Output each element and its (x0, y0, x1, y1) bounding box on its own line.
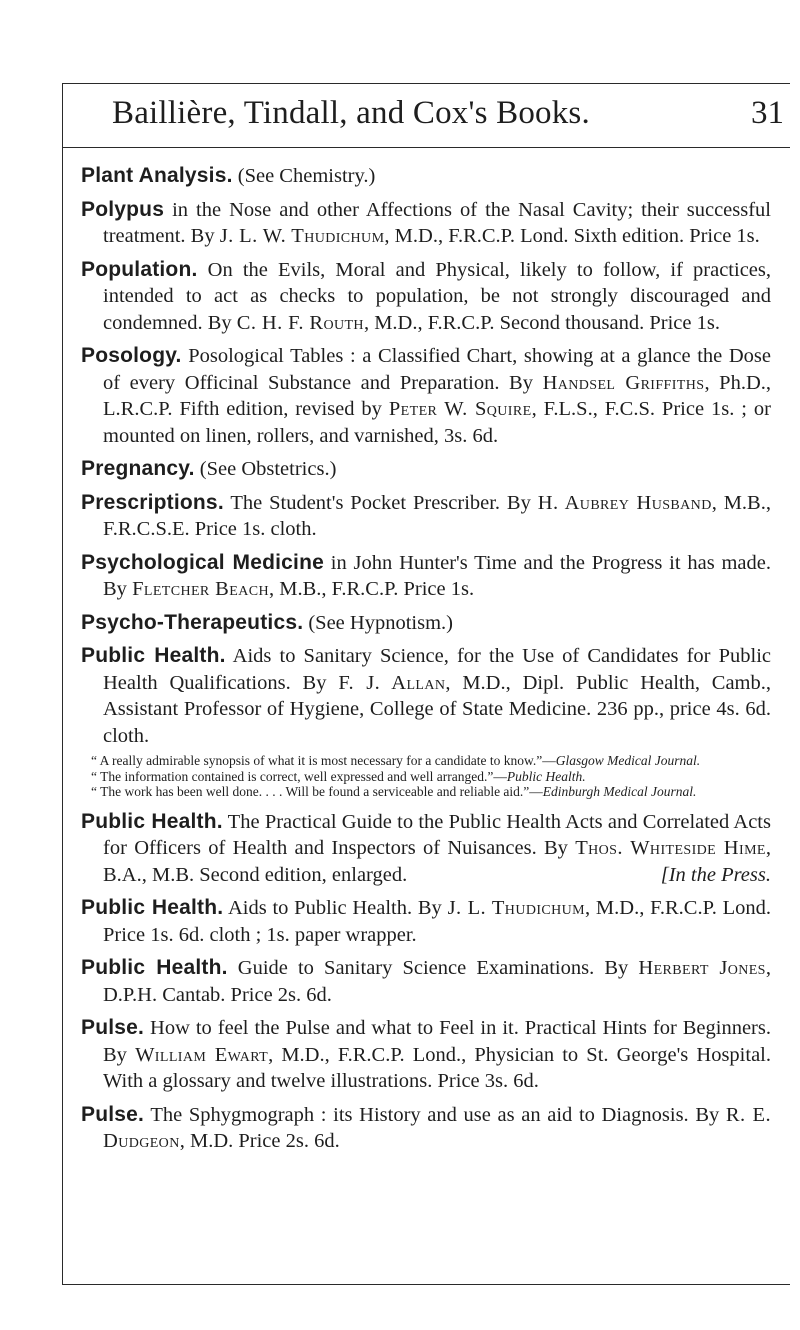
review-source: Edinburgh Medical Journal. (542, 784, 697, 799)
entry-author: R. E. Dudgeon (103, 1103, 771, 1152)
entry-text: How to feel the Pulse and what to Feel in it. Practical Hints for Beginners. By (103, 1017, 771, 1066)
entry-author: William Ewart (135, 1043, 269, 1066)
entry-public-health-hime (81, 809, 771, 889)
entry-heading: Posology. (81, 344, 182, 367)
header-rule (62, 147, 790, 148)
entry-heading: Pulse. (81, 1016, 145, 1039)
entry-heading: Psychological Medicine (81, 550, 324, 574)
entry-population (81, 257, 771, 337)
review-text: “ The information contained is correct, well expressed and well arranged.”— (91, 768, 507, 784)
entry-text: , M.D. Price 2s. 6d. (179, 1130, 340, 1152)
in-press-note: [In the Press. (660, 863, 771, 886)
entry-text: (See Obstetrics.) (194, 458, 337, 480)
entry-public-health-jones (81, 955, 771, 1008)
review-quote (81, 753, 771, 769)
entry-public-health-allan (81, 643, 771, 749)
entry-author: C. H. F. Routh (236, 311, 364, 334)
review-quote (81, 784, 771, 800)
entry-text: , M.B., F.R.C.P. Price 1s. (268, 578, 475, 600)
entry-pregnancy (81, 456, 771, 483)
entry-psycho-therapeutics (81, 610, 771, 637)
review-quote (81, 769, 771, 785)
page-header (62, 95, 790, 132)
entry-heading: Polypus (81, 197, 165, 221)
entry-text: in John Hunter's Time and the Progress it has made. By (103, 551, 771, 600)
entry-author: F. J. Allan (338, 671, 446, 694)
press-reviews (81, 753, 771, 800)
review-text: “ The work has been well done. . . . Will be found a serviceable and reliable aid.”— (91, 784, 543, 799)
entry-text: , F.L.S., F.C.S. Price 1s. ; or mounted on linen, rollers, and varnished, 3s. 6d. (103, 398, 772, 447)
entry-posology (81, 343, 771, 449)
entry-text: The Sphygmograph : its History and use as an aid to Diagnosis. By (144, 1103, 726, 1126)
entry-heading: Population. (81, 257, 198, 281)
review-source: Public Health. (506, 768, 586, 784)
review-source: Glasgow Medical Journal. (555, 753, 701, 768)
entry-psychological-medicine (81, 550, 771, 603)
entry-text: Posological Tables : a Classified Chart, showing at a glance the Dose of every Officinal Substance and Preparation. By (103, 345, 771, 394)
entry-text: Guide to Sanitary Science Examinations. By (227, 957, 639, 979)
entry-pulse-dudgeon (81, 1102, 771, 1155)
entry-text: (See Chemistry.) (232, 165, 376, 187)
entry-heading: Prescriptions. (81, 490, 224, 514)
entry-text: The Student's Pocket Prescriber. By (223, 491, 538, 514)
book-list (81, 163, 771, 1162)
entry-heading: Public Health. (81, 644, 226, 667)
entry-text: , B.A., M.B. Second edition, enlarged. (103, 837, 772, 886)
entry-text: , M.D., Dipl. Public Health, Camb., Assistant Professor of Hygiene, College of State Medicine. 236 pp., price 4s. 6d. cloth. (103, 671, 772, 747)
entry-text: in the Nose and other Affections of the Nasal Cavity; their successful treatment. By (103, 198, 771, 247)
entry-polypus (81, 197, 771, 250)
entry-reviser: Peter W. Squire (388, 398, 532, 420)
entry-text: , M.D., F.R.C.P. Lond. Sixth edition. Price 1s. (384, 225, 760, 247)
entry-author: Fletcher Beach (132, 578, 269, 600)
entry-plant-analysis (81, 163, 771, 190)
entry-text: Aids to Public Health. By (223, 897, 448, 919)
entry-author: Handsel Griffiths (542, 371, 705, 394)
entry-text: , D.P.H. Cantab. Price 2s. 6d. (103, 957, 771, 1006)
entry-text: , M.D., F.R.C.P. Second thousand. Price 1s. (363, 311, 720, 334)
entry-author: J. L. Thudichum (447, 897, 586, 919)
entry-heading: Pregnancy. (81, 457, 195, 480)
entry-text: , M.B., F.R.C.S.E. Price 1s. cloth. (103, 491, 771, 540)
entry-text: Aids to Sanitary Science, for the Use of Candidates for Public Health Qualifications. By (103, 645, 771, 694)
entry-heading: Plant Analysis. (81, 164, 233, 187)
running-title: Baillière, Tindall, and Cox's Books. (112, 95, 590, 131)
entry-text: , Ph.D., L.R.C.P. Fifth edition, revised by (103, 371, 772, 420)
entry-text: , M.D., F.R.C.P. Lond. Price 1s. 6d. cloth ; 1s. paper wrapper. (103, 897, 771, 946)
entry-heading: Public Health. (81, 809, 223, 833)
entry-text: (See Hypnotism.) (303, 611, 453, 634)
entry-prescriptions (81, 490, 771, 543)
entry-pulse-ewart (81, 1015, 771, 1095)
entry-text: , M.D., F.R.C.P. Lond., Physician to St. George's Hospital. With a glossary and twelve illustrations. Price 3s. 6d. (103, 1043, 771, 1092)
entry-text: On the Evils, Moral and Physical, likely to follow, if practices, intended to act as checks to population, be not strongly discouraged and condemned. By (103, 258, 771, 334)
entry-heading: Public Health. (81, 956, 228, 979)
entry-heading: Public Health. (81, 896, 224, 919)
entry-author: Thos. Whiteside Hime (575, 837, 766, 859)
entry-author: J. L. W. Thudichum (219, 225, 385, 247)
review-text: “ A really admirable synopsis of what it is most necessary for a candidate to know.”— (91, 753, 556, 768)
entry-text: The Practical Guide to the Public Health Acts and Correlated Acts for Officers of Health and Inspectors of Nuisances. By (103, 810, 771, 859)
entry-heading: Psycho-Therapeutics. (81, 610, 304, 634)
entry-author: Herbert Jones (638, 957, 766, 979)
entry-public-health-thudichum (81, 895, 771, 948)
entry-heading: Pulse. (81, 1102, 145, 1126)
entry-author: H. Aubrey Husband (537, 491, 712, 514)
page-number: 31 (751, 95, 784, 131)
